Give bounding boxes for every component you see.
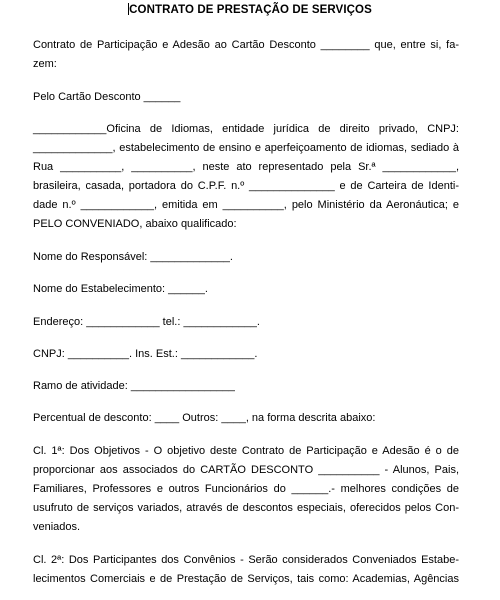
field-responsavel [33, 248, 459, 267]
parties-line-1: ____________Oficina de Idiomas, entidade jurídica de direito privado, CNPJ: [33, 123, 459, 135]
field-endereco-text: Endereço: ____________ tel.: ____________. [33, 316, 260, 328]
intro-line-1: Contrato de Participação e Adesão ao Cartão Desconto ________ que, entre si, fa- [33, 39, 459, 51]
title-text: CONTRATO DE PRESTAÇÃO DE SERVIÇOS [129, 4, 372, 16]
field-responsavel-text: Nome do Responsável: _____________. [33, 251, 233, 263]
clause-1-paragraph [33, 442, 459, 537]
pelo-cartao-line [33, 88, 459, 107]
intro-paragraph [33, 36, 459, 74]
clause-2-line-2: lecimentos Comerciais e de Prestação de Serviços, tais como: Academias, Agências [33, 573, 459, 585]
clause-1-line-3: Familiares, Professores e outros Funcionários do ______.- melhores condições de [33, 483, 459, 495]
field-ramo-text: Ramo de atividade: _________________ [33, 380, 235, 392]
field-endereco [33, 313, 459, 332]
parties-line-2: _____________, estabelecimento de ensino e aperfeiçoamento de idiomas, sediado à [33, 142, 459, 154]
clause-1-line-5: veniados. [33, 521, 81, 533]
field-cnpj-text: CNPJ: __________. Ins. Est.: ____________. [33, 348, 258, 360]
field-ramo [33, 377, 459, 396]
field-cnpj [33, 345, 459, 364]
field-percentual-text: Percentual de desconto: ____ Outros: ____, na forma descrita abaixo: [33, 412, 376, 424]
parties-line-6: PELO CONVENIADO, abaixo qualificado: [33, 218, 237, 230]
field-estabelecimento [33, 280, 459, 299]
document-title [0, 1, 500, 20]
clause-2-paragraph [33, 551, 459, 589]
pelo-cartao-text: Pelo Cartão Desconto ______ [33, 91, 181, 103]
clause-1-line-2: proporcionar aos associados do CARTÃO DESCONTO __________ - Alunos, Pais, [33, 464, 459, 476]
parties-paragraph [33, 120, 459, 234]
clause-1-line-1: Cl. 1ª: Dos Objetivos - O objetivo deste Contrato de Participação e Adesão é o de [33, 445, 459, 457]
parties-line-3: Rua __________, __________, neste ato representado pela Sr.ª ____________, [33, 161, 459, 173]
intro-line-2: zem: [33, 58, 57, 70]
parties-line-5: dade n.º ____________, emitida em __________, pelo Ministério da Aeronáutica; e [33, 199, 459, 211]
parties-line-4: brasileira, casada, portadora do C.P.F. n.º ______________ e de Carteira de Identi- [33, 180, 459, 192]
clause-2-line-1: Cl. 2ª: Dos Participantes dos Convênios - Serão considerados Conveniados Estabe- [33, 554, 459, 566]
field-estabelecimento-text: Nome do Estabelecimento: ______. [33, 283, 208, 295]
clause-1-line-4: usufruto de serviços variados, através de descontos especiais, oferecidos pelos Con- [33, 502, 459, 514]
field-percentual [33, 409, 459, 428]
